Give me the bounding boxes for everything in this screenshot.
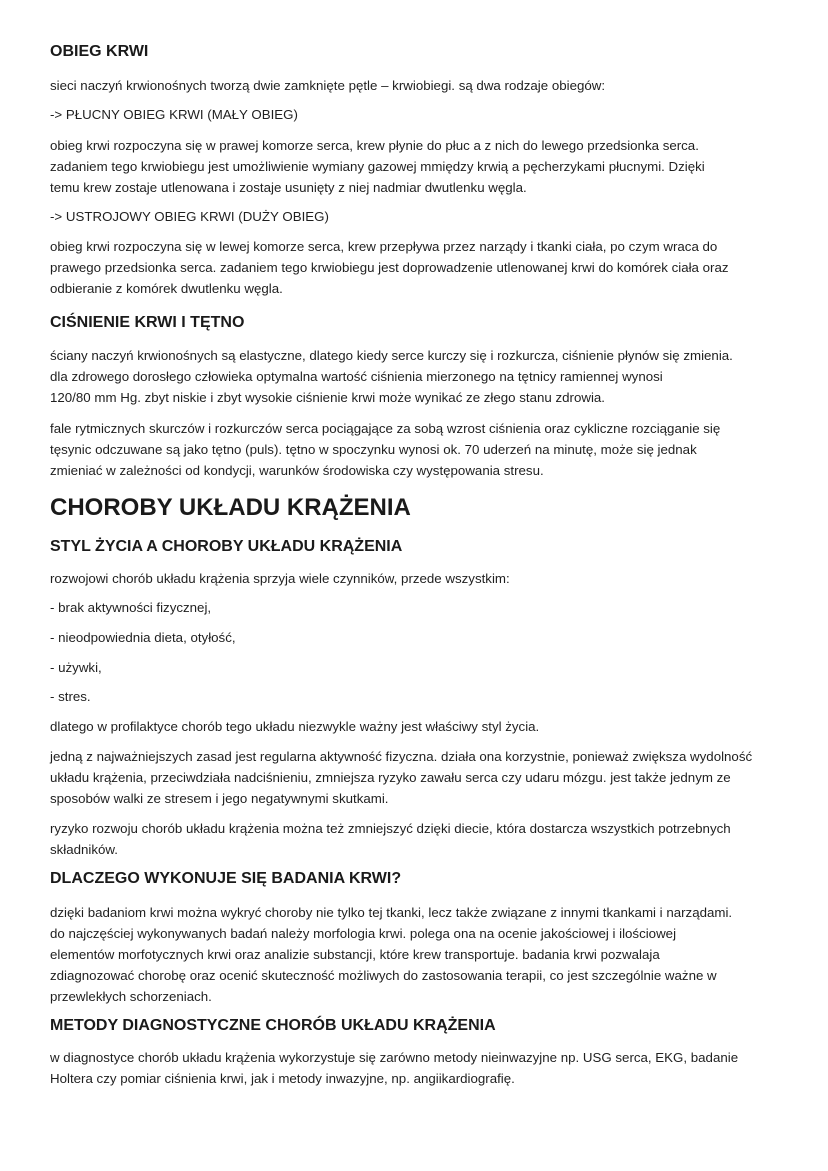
pulmonary-circulation-paragraph <box>50 135 790 198</box>
text-line: odbieranie z komórek dwutlenku węgla. <box>50 281 283 296</box>
systemic-circulation-heading: -> USTROJOWY OBIEG KRWI (DUŻY OBIEG) <box>50 209 329 224</box>
text-line: składników. <box>50 842 118 857</box>
section-heading-badania-krwi: DLACZEGO WYKONUJE SIĘ BADANIA KRWI? <box>50 870 402 887</box>
diagnostic-methods-paragraph <box>50 1047 790 1089</box>
section-heading-metody: METODY DIAGNOSTYCZNE CHORÓB UKŁADU KRĄŻENIA <box>50 1017 496 1034</box>
text-line: obieg krwi rozpoczyna się w prawej komorze serca, krew płynie do płuc a z nich do lewego przedsionka serca. <box>50 138 699 153</box>
risk-factor-item: - nieodpowiednia dieta, otyłość, <box>50 630 236 645</box>
text-line: sposobów walki ze stresem i jego negatywnymi skutkami. <box>50 791 389 806</box>
text-line: zdiagnozować chorobę oraz ocenić skuteczność możliwych do zastosowania terapii, co jest szczególnie ważne w <box>50 968 717 983</box>
text-line: temu krew zostaje utlenowana i zostaje usunięty z niej nadmiar dwutlenku węgla. <box>50 180 527 195</box>
risk-factor-item: - stres. <box>50 689 91 704</box>
text-line: prawego przedsionka serca. zadaniem tego krwiobiegu jest doprowadzenie utlenowanej krwi do komórek ciała oraz <box>50 260 729 275</box>
text-line: w diagnostyce chorób układu krążenia wykorzystuje się zarówno metody nieinwazyjne np. USG serca, EKG, badanie <box>50 1050 739 1065</box>
text-line: dla zdrowego dorosłego człowieka optymalna wartość ciśnienia mierzonego na tętnicy ramiennej wynosi <box>50 369 663 384</box>
text-line: dzięki badaniom krwi można wykryć choroby nie tylko tej tkanki, lecz także związane z innymi tkankami i narządami. <box>50 905 733 920</box>
risk-factor-item: - brak aktywności fizycznej, <box>50 600 212 615</box>
section-heading-cisnienie: CIŚNIENIE KRWI I TĘTNO <box>50 314 245 331</box>
pulse-paragraph <box>50 418 790 481</box>
text-line: 120/80 mm Hg. zbyt niskie i zbyt wysokie ciśnienie krwi może wynikać ze złego stanu zdrowia. <box>50 390 605 405</box>
text-line: układu krążenia, przeciwdziała nadciśnieniu, zmniejsza ryzyko zawału serca czy udaru mózgu. jest także jednym ze <box>50 770 731 785</box>
text-line: tęsynic odczuwane są jako tętno (puls). tętno w spoczynku wynosi ok. 70 uderzeń na minutę, może się jednak <box>50 442 697 457</box>
risk-factor-item: - używki, <box>50 660 102 675</box>
chapter-title-choroby: CHOROBY UKŁADU KRĄŻENIA <box>50 494 411 521</box>
text-line: ściany naczyń krwionośnych są elastyczne, dlatego kiedy serce kurczy się i rozkurcza, ciśnienie płynów się zmienia. <box>50 348 733 363</box>
text-line: elementów morfotycznych krwi oraz analizie substancji, które krew transportuje. badania krwi pozwalaja <box>50 947 660 962</box>
text-line: jedną z najważniejszych zasad jest regularna aktywność fizyczna. działa ona korzystnie, ponieważ zwiększa wydolność <box>50 749 753 764</box>
physical-activity-paragraph <box>50 746 790 809</box>
lifestyle-conclusion: dlatego w profilaktyce chorób tego układu niezwykle ważny jest właściwy styl życia. <box>50 719 540 734</box>
pulmonary-circulation-heading: -> PŁUCNY OBIEG KRWI (MAŁY OBIEG) <box>50 107 298 122</box>
text-line: ryzyko rozwoju chorób układu krążenia można też zmniejszyć dzięki diecie, która dostarcza wszystkich potrzebnych <box>50 821 731 836</box>
diet-paragraph <box>50 818 790 860</box>
text-line: obieg krwi rozpoczyna się w lewej komorze serca, krew przepływa przez narządy i tkanki ciała, po czym wraca do <box>50 239 718 254</box>
text-line: zadaniem tego krwiobiegu jest umożliwienie wymiany gazowej mmiędzy krwią a pęcherzykami płucnymi. Dzięki <box>50 159 705 174</box>
obieg-intro: sieci naczyń krwionośnych tworzą dwie zamknięte pętle – krwiobiegi. są dwa rodzaje obiegów: <box>50 78 606 93</box>
systemic-circulation-paragraph <box>50 236 790 299</box>
risk-factors-intro: rozwojowi chorób układu krążenia sprzyja wiele czynników, przede wszystkim: <box>50 571 510 586</box>
section-heading-obieg-krwi: OBIEG KRWI <box>50 43 149 60</box>
text-line: fale rytmicznych skurczów i rozkurczów serca pociągające za sobą wzrost ciśnienia oraz cykliczne rozciąganie się <box>50 421 721 436</box>
blood-tests-paragraph <box>50 902 790 1007</box>
blood-pressure-paragraph <box>50 345 790 408</box>
section-heading-styl-zycia: STYL ŻYCIA A CHOROBY UKŁADU KRĄŻENIA <box>50 538 403 555</box>
text-line: przewlekłych schorzeniach. <box>50 989 212 1004</box>
text-line: do najczęściej wykonywanych badań należy morfologia krwi. polega ona na ocenie jakościowej i ilościowej <box>50 926 677 941</box>
text-line: zmieniać w zależności od kondycji, warunków środowiska czy występowania stresu. <box>50 463 544 478</box>
text-line: Holtera czy pomiar ciśnienia krwi, jak i metody inwazyjne, np. angiikardiografię. <box>50 1071 515 1086</box>
